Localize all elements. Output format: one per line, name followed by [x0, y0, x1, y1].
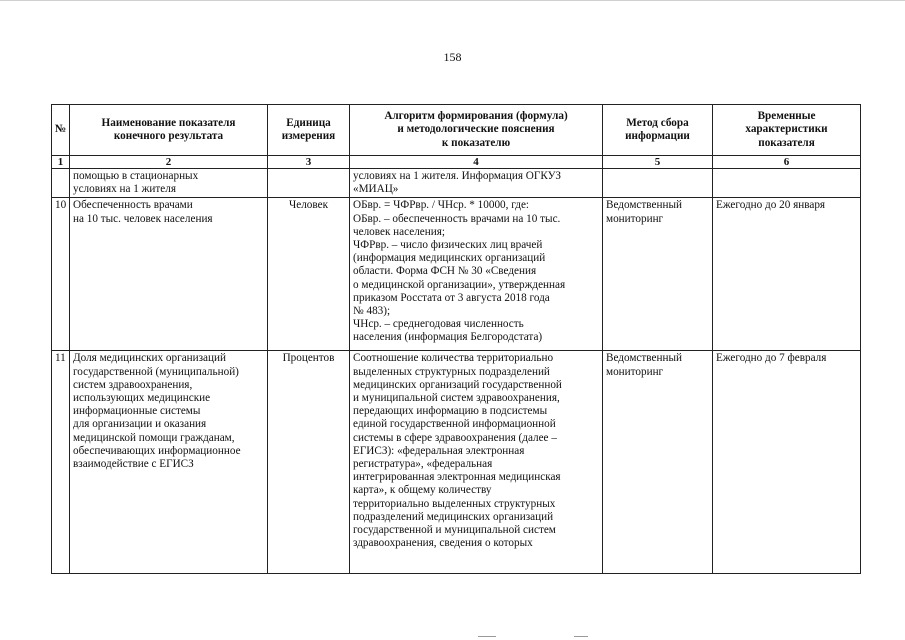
unit: Человек — [268, 198, 350, 351]
header-number: № — [52, 105, 70, 156]
header-indicator-name: Наименование показателя конечного результата — [70, 105, 268, 156]
row-number: 10 — [52, 198, 70, 351]
indicator-name: помощью в стационарных условиях на 1 жителя — [70, 169, 268, 198]
scan-edge-mark — [574, 636, 588, 637]
header-unit: Единица измерения — [268, 105, 350, 156]
scan-edge-mark — [478, 636, 496, 637]
table-row — [52, 351, 861, 574]
collection-method: Ведомственный мониторинг — [603, 198, 713, 351]
unit — [268, 169, 350, 198]
timing — [713, 169, 861, 198]
unit: Процентов — [268, 351, 350, 574]
algorithm: Соотношение количества территориально выделенных структурных подразделений медицинских организаций государственной и муниципальной систем здравоохранения, передающих информацию в подсистемы единой государственной информационной системы в сфере здравоохранения (далее – ЕГИСЗ): «федеральная электронная регистратура», «федеральная интегрированная электронная медицинская карта», к общему количеству территориально выделенных структурных подразделений медицинских организаций государственной и муниципальной систем здравоохранения, сведения о которых — [350, 351, 603, 574]
algorithm: условиях на 1 жителя. Информация ОГКУЗ «МИАЦ» — [350, 169, 603, 198]
table-row — [52, 198, 861, 351]
indicator-name: Доля медицинских организаций государственной (муниципальной) систем здравоохранения, использующих медицинские информационные системы для организации и оказания медицинской помощи гражданам, обеспечивающих информационное взаимодействие с ЕГИСЗ — [70, 351, 268, 574]
collection-method — [603, 169, 713, 198]
indicator-table — [51, 104, 861, 574]
table-row — [52, 169, 861, 198]
column-number: 6 — [713, 156, 861, 169]
indicator-name: Обеспеченность врачами на 10 тыс. человек населения — [70, 198, 268, 351]
column-number: 2 — [70, 156, 268, 169]
column-number: 1 — [52, 156, 70, 169]
collection-method: Ведомственный мониторинг — [603, 351, 713, 574]
scan-edge-mark — [0, 0, 905, 1]
timing: Ежегодно до 7 февраля — [713, 351, 861, 574]
header-method: Метод сбора информации — [603, 105, 713, 156]
column-number: 4 — [350, 156, 603, 169]
header-timing: Временные характеристики показателя — [713, 105, 861, 156]
row-number: 11 — [52, 351, 70, 574]
column-number-row — [52, 156, 861, 169]
header-algorithm: Алгоритм формирования (формула) и методологические пояснения к показателю — [350, 105, 603, 156]
timing: Ежегодно до 20 января — [713, 198, 861, 351]
column-number: 3 — [268, 156, 350, 169]
row-number — [52, 169, 70, 198]
page-number: 158 — [443, 50, 462, 64]
table-header-row — [52, 105, 861, 156]
column-number: 5 — [603, 156, 713, 169]
algorithm: ОБвр. = ЧФРвр. / ЧНср. * 10000, где: ОБвр. – обеспеченность врачами на 10 тыс. человек населения; ЧФРвр. – число физических лиц врачей (информация медицинских организаций области. Форма ФСН № 30 «Сведения о медицинской организации», утвержденная приказом Росстата от 3 августа 2018 года № 483); ЧНср. – среднегодовая численность населения (информация Белгородстата) — [350, 198, 603, 351]
